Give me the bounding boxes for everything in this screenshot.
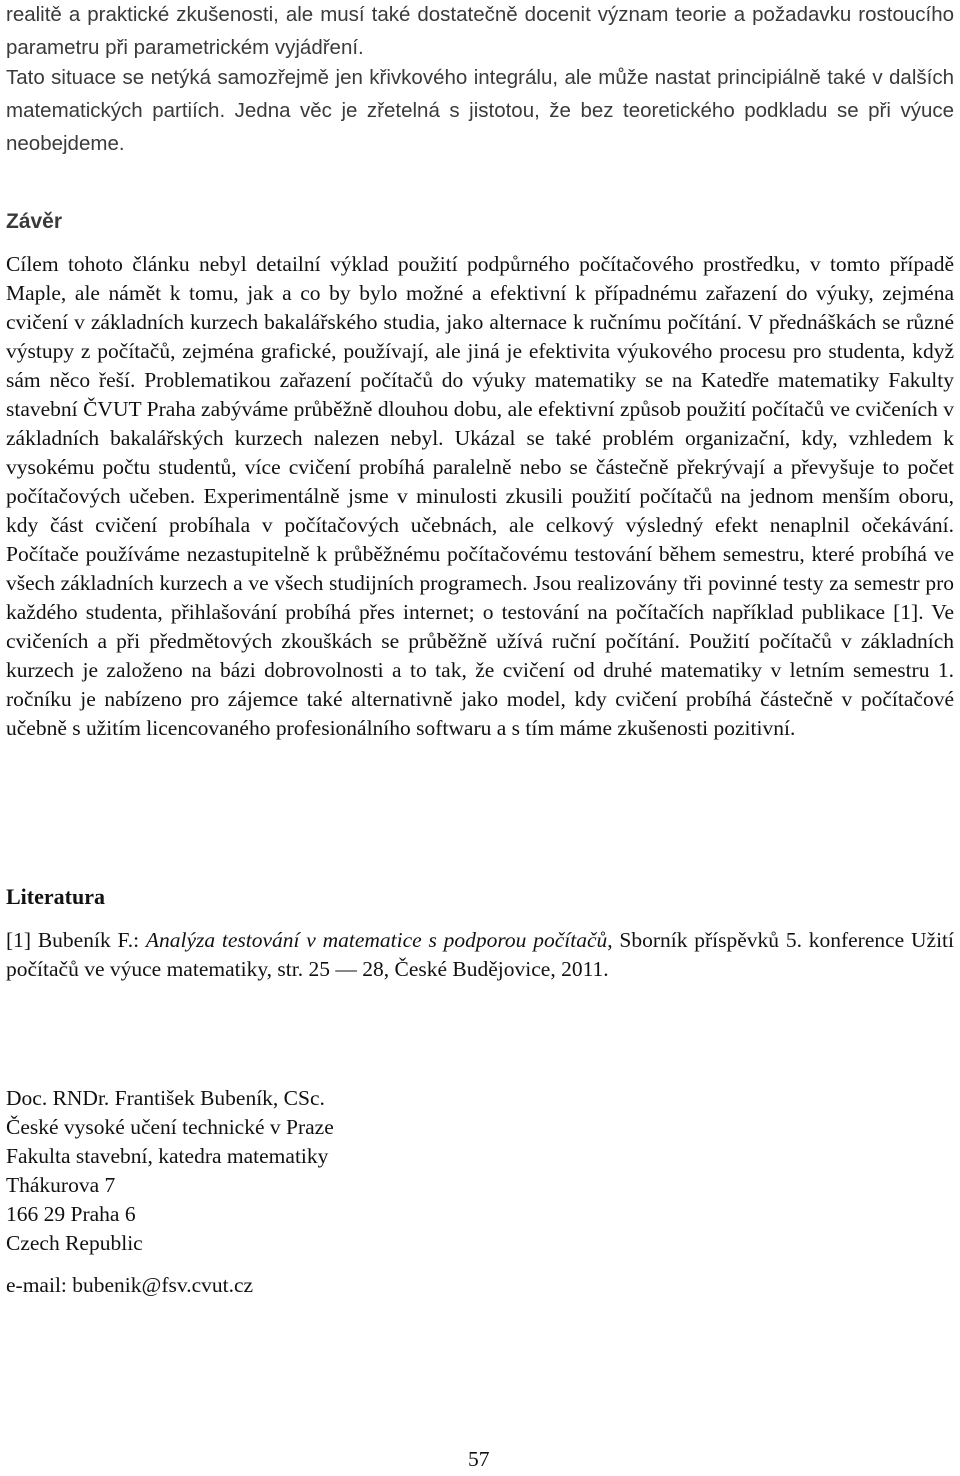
author-email: e-mail: bubenik@fsv.cvut.cz [6, 1273, 254, 1297]
conclusion-paragraph: Cílem tohoto článku nebyl detailní výklad použití podpůrného počítačového prostředku, v tomto případě Maple, ale námět k tomu, jak a co by bylo možné a efektivní k případnému zařazení do výuky, zejména cvičení v základních kurzech bakalářského studia, jako alternace k ručnímu počítání. V přednáškách se různé výstupy z počítačů, zejména grafické, používají, ale jiná je efektivita výukového procesu pro studenta, když sám něco řeší. Problematikou zařazení počítačů do výuky matematiky se na Katedře matematiky Fakulty stavební ČVUT Praha zabýváme průběžně dlouhou dobu, ale efektivní způsob použití počítačů ve cvičeních v základních bakalářských kurzech nalezen nebyl. Ukázal se také problém organizační, kdy, vzhledem k vysokému počtu studentů, více cvičení probíhá paralelně nebo se částečně překrývají a převyšuje to počet počítačových učeben. Experimentálně jsme v minulosti zkusili použití počítačů na jednom menším oboru, kdy část cvičení probíhala v počítačových učebnách, ale celkový výsledný efekt nenaplnil očekávání. Počítače používáme nezastupitelně k průběžnému počítačovému testování během semestru, které probíhá ve všech základních kurzech a ve všech studijních programech. Jsou realizovány tři povinné testy za semestr pro každého studenta, přihlašování probíhá přes internet; o testování na počítačích například publikace [1]. Ve cvičeních a při předmětových zkouškách se průběžně užívá ruční počítání. Použití počítačů v základních kurzech je založeno na bázi dobrovolnosti a to tak, že cvičení od druhé matematiky v letním semestru 1. ročníku je nabízeno pro zájemce také alternativně jako model, kdy cvičení probíhá částečně v počítačové učebně s užitím licencovaného profesionálního softwaru a s tím máme zkušenosti pozitivní. [6, 252, 954, 740]
author-city: 166 29 Praha 6 [6, 1202, 136, 1226]
author-address [6, 1084, 334, 1300]
page-number: 57 [468, 1447, 490, 1471]
reference-item [6, 926, 954, 984]
conclusion-heading: Závěr [6, 210, 63, 233]
intro-paragraph-1: realitě a praktické zkušenosti, ale musí také dostatečně docenit význam teorie a požadavku rostoucího parametru při parametrickém vyjádření. [6, 3, 954, 59]
author-name: Doc. RNDr. František Bubeník, CSc. [6, 1086, 325, 1110]
literature-heading: Literatura [6, 884, 105, 909]
reference-suffix: , Sborník příspěvků 5. konference Užití počítačů ve výuce matematiky, str. 25 — 28, České Budějovice, 2011. [6, 928, 954, 981]
reference-title: Analýza testování v matematice s podporou počítačů [145, 928, 608, 952]
author-street: Thákurova 7 [6, 1173, 116, 1197]
intro-paragraph-2: Tato situace se netýká samozřejmě jen křivkového integrálu, ale může nastat principiálně také v dalších matematických partiích. Jedna věc je zřetelná s jistotou, že bez teoretického podkladu se při výuce neobejdeme. [6, 66, 954, 155]
reference-prefix: [1] Bubeník F.: [6, 928, 146, 952]
author-country: Czech Republic [6, 1231, 143, 1255]
author-department: Fakulta stavební, katedra matematiky [6, 1144, 329, 1168]
author-institution: České vysoké učení technické v Praze [6, 1115, 334, 1139]
